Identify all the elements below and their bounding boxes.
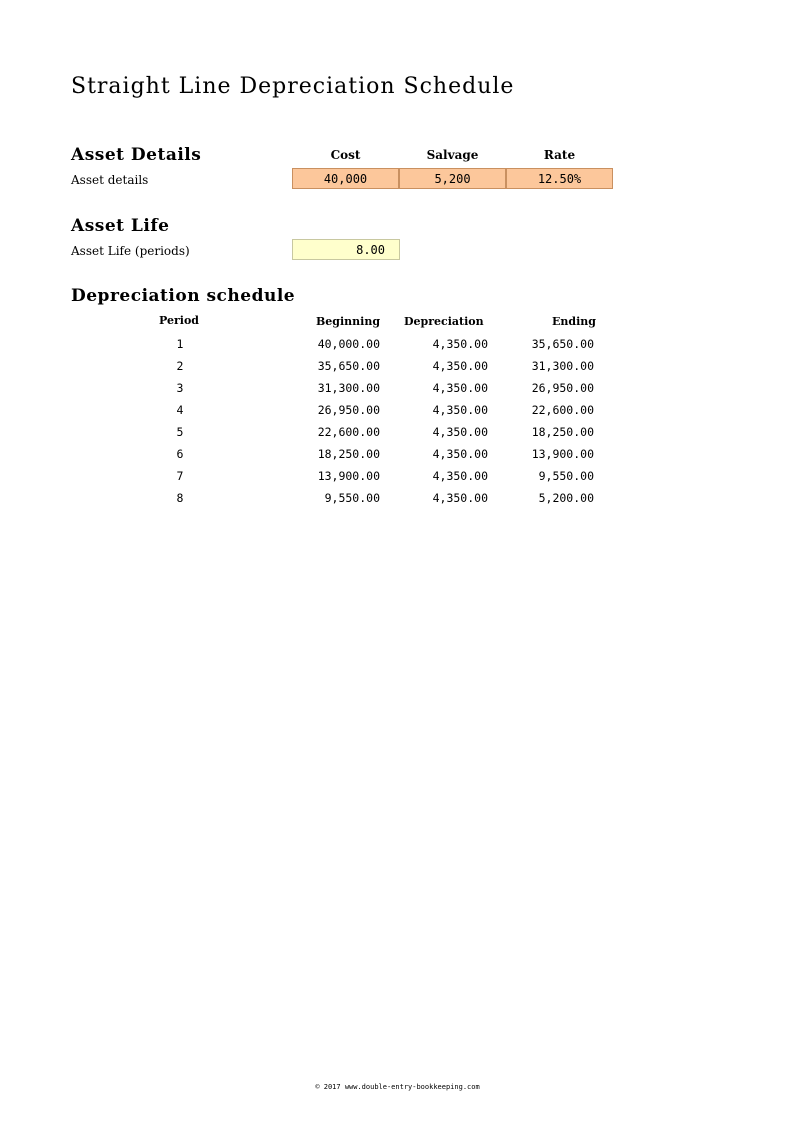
table-row — [0, 491, 795, 513]
period-cell: 3 — [176, 381, 184, 395]
asset-life-label: Asset Life (periods) — [71, 244, 190, 258]
ending-cell: 31,300.00 — [531, 359, 594, 373]
ending-column-header: Ending — [552, 315, 596, 328]
beginning-cell: 26,950.00 — [317, 403, 380, 417]
depreciation-cell: 4,350.00 — [432, 403, 488, 417]
beginning-cell: 35,650.00 — [317, 359, 380, 373]
period-cell: 8 — [176, 491, 184, 505]
period-cell: 4 — [176, 403, 184, 417]
period-cell: 1 — [176, 337, 184, 351]
period-cell: 5 — [176, 425, 184, 439]
depreciation-cell: 4,350.00 — [432, 447, 488, 461]
period-cell: 6 — [176, 447, 184, 461]
ending-cell: 35,650.00 — [531, 337, 594, 351]
beginning-cell: 13,900.00 — [317, 469, 380, 483]
table-row — [0, 337, 795, 359]
beginning-cell: 31,300.00 — [317, 381, 380, 395]
rate-input[interactable]: 12.50% — [506, 168, 613, 189]
salvage-input[interactable]: 5,200 — [399, 168, 506, 189]
depreciation-cell: 4,350.00 — [432, 425, 488, 439]
page-title: Straight Line Depreciation Schedule — [71, 74, 515, 99]
table-row — [0, 403, 795, 425]
beginning-cell: 40,000.00 — [317, 337, 380, 351]
ending-cell: 5,200.00 — [538, 491, 594, 505]
table-row — [0, 381, 795, 403]
beginning-column-header: Beginning — [316, 315, 381, 328]
depreciation-cell: 4,350.00 — [432, 381, 488, 395]
asset-life-heading: Asset Life — [71, 216, 170, 236]
salvage-column-header: Salvage — [426, 148, 479, 162]
rate-column-header: Rate — [543, 148, 576, 162]
asset-details-heading: Asset Details — [71, 145, 202, 165]
period-column-header: Period — [159, 314, 199, 327]
asset-details-label: Asset details — [71, 173, 149, 187]
schedule-heading: Depreciation schedule — [71, 286, 296, 306]
depreciation-cell: 4,350.00 — [432, 491, 488, 505]
period-cell: 7 — [176, 469, 184, 483]
cost-input[interactable]: 40,000 — [292, 168, 399, 189]
cost-column-header: Cost — [330, 148, 361, 162]
beginning-cell: 18,250.00 — [317, 447, 380, 461]
depreciation-column-header: Depreciation — [404, 315, 484, 328]
depreciation-cell: 4,350.00 — [432, 359, 488, 373]
table-row — [0, 425, 795, 447]
ending-cell: 9,550.00 — [538, 469, 594, 483]
table-row — [0, 359, 795, 381]
ending-cell: 22,600.00 — [531, 403, 594, 417]
table-row — [0, 469, 795, 491]
copyright-footer: © 2017 www.double-entry-bookkeeping.com — [315, 1083, 480, 1091]
asset-life-input[interactable]: 8.00 — [292, 239, 400, 260]
ending-cell: 26,950.00 — [531, 381, 594, 395]
ending-cell: 18,250.00 — [531, 425, 594, 439]
table-row — [0, 447, 795, 469]
depreciation-cell: 4,350.00 — [432, 469, 488, 483]
depreciation-cell: 4,350.00 — [432, 337, 488, 351]
beginning-cell: 9,550.00 — [324, 491, 380, 505]
period-cell: 2 — [176, 359, 184, 373]
beginning-cell: 22,600.00 — [317, 425, 380, 439]
ending-cell: 13,900.00 — [531, 447, 594, 461]
